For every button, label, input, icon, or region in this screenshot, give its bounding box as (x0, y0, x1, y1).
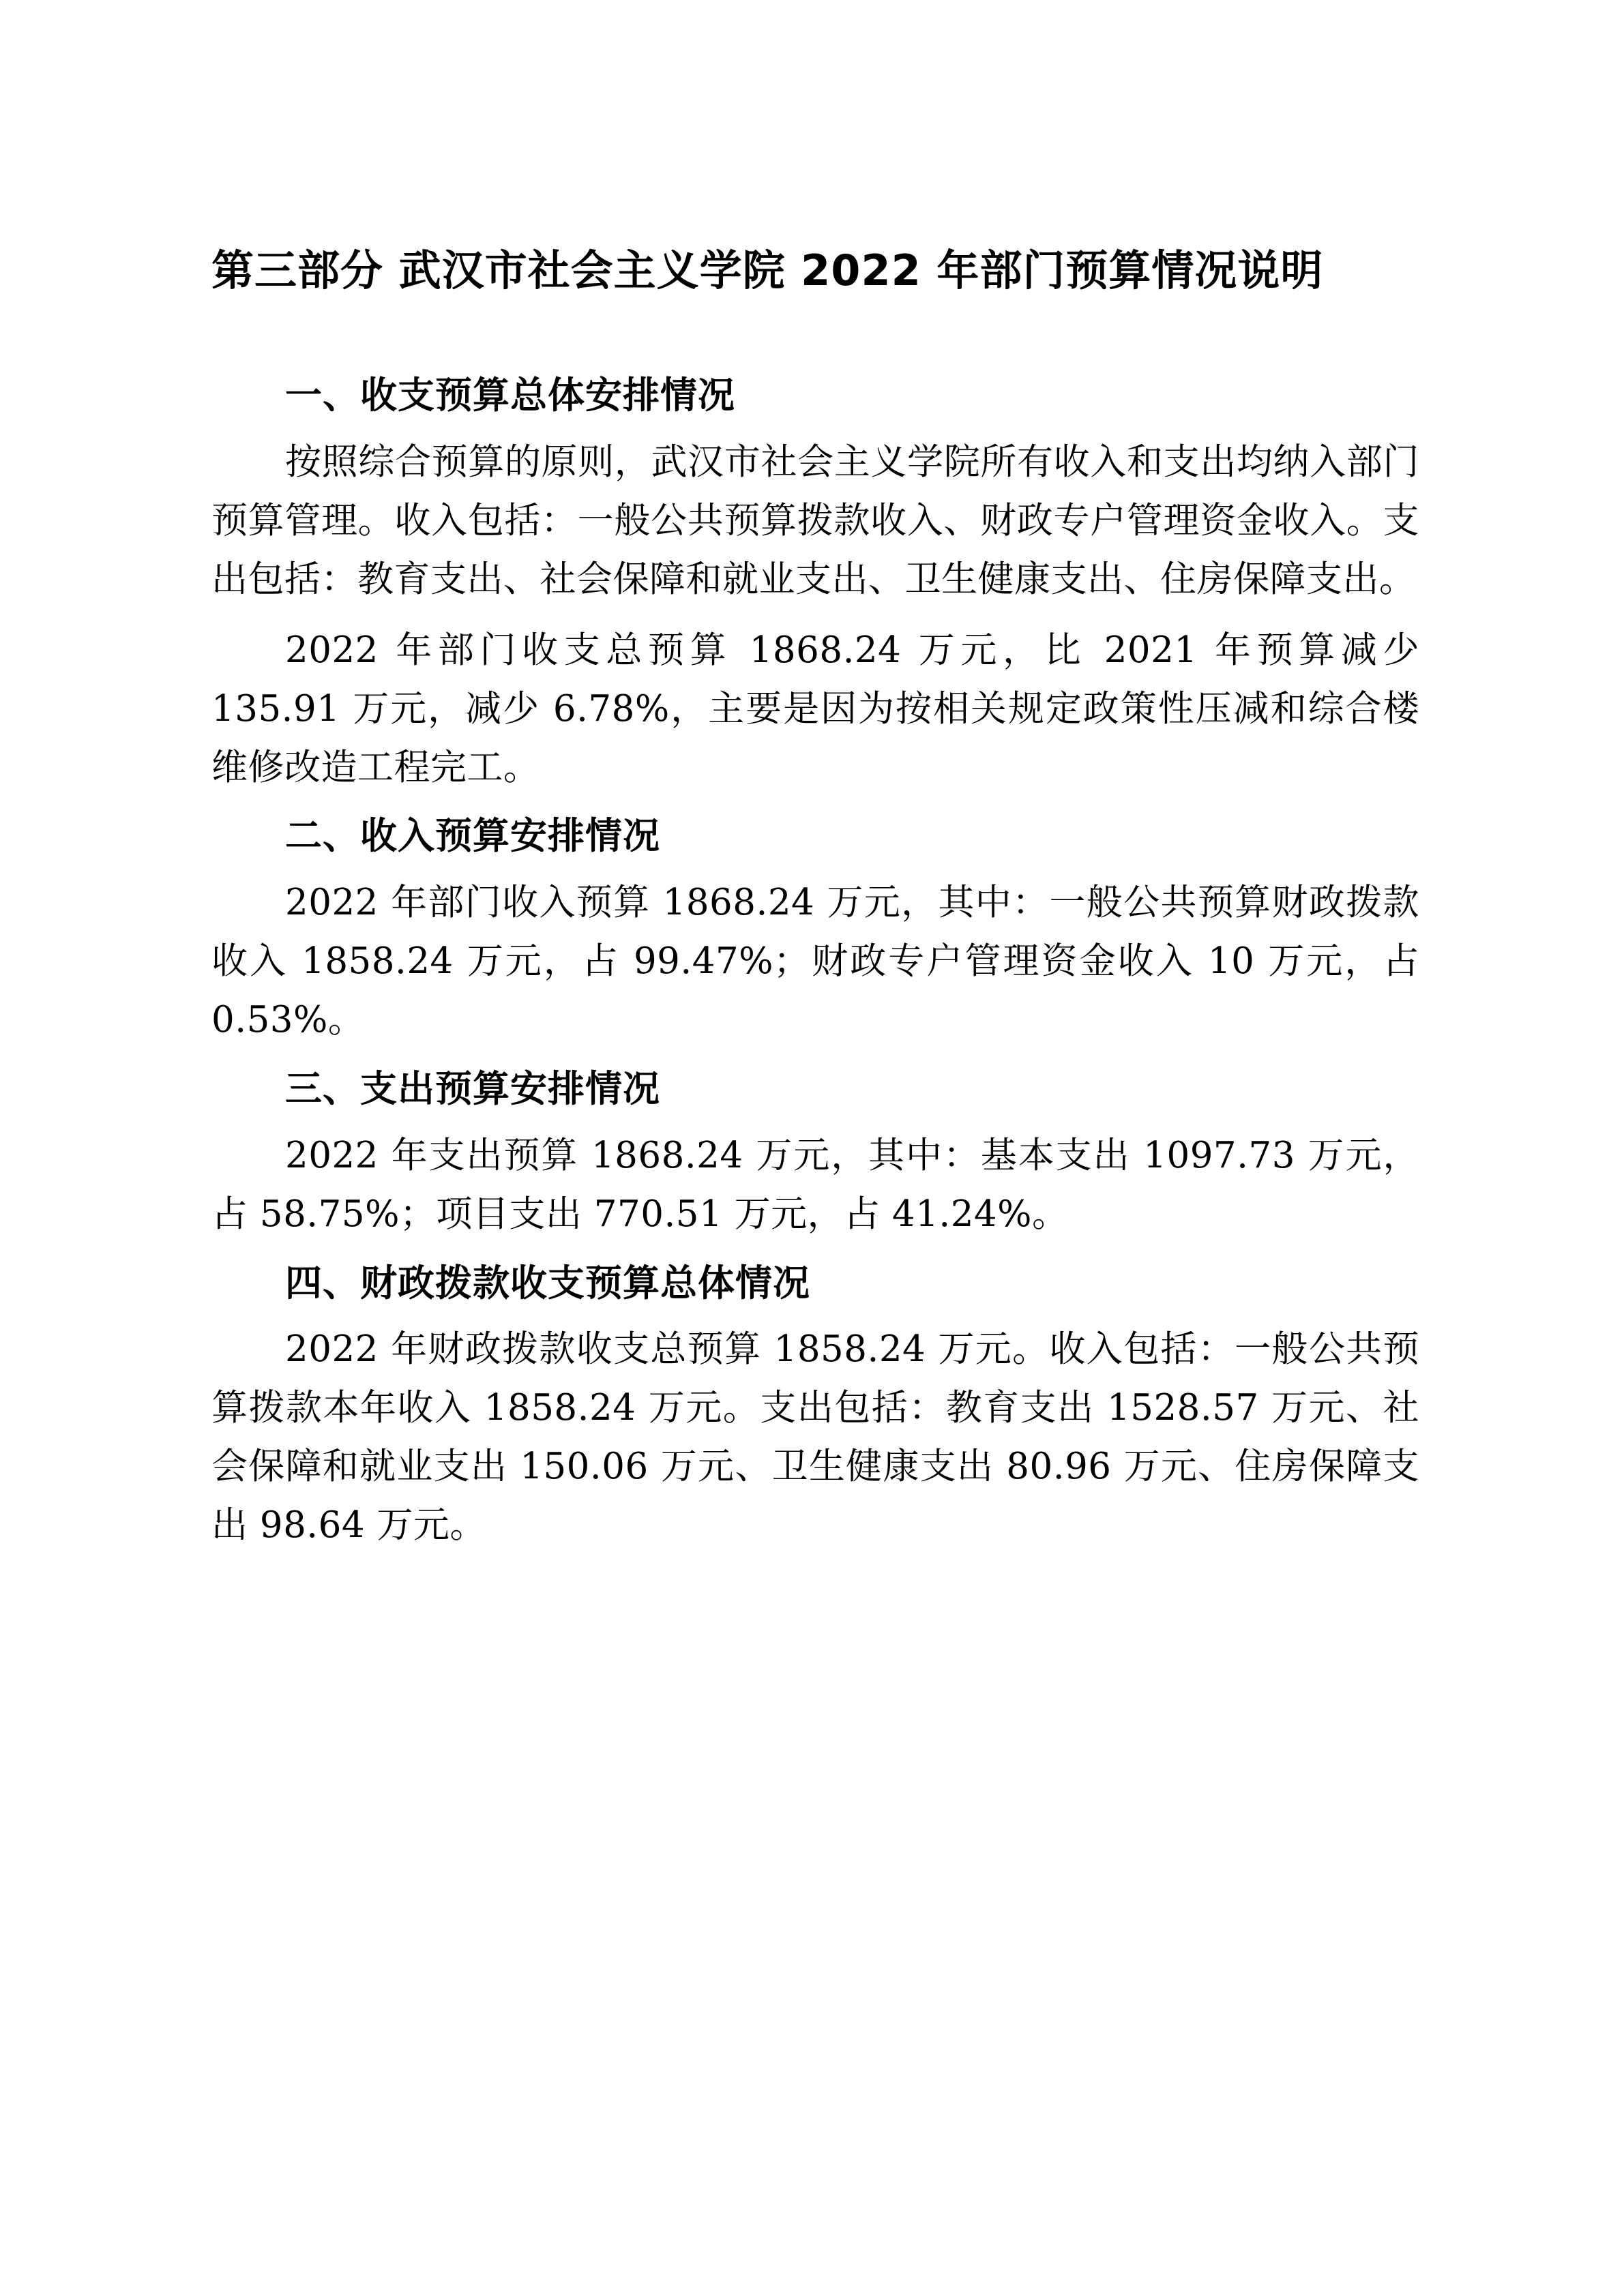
section-3-heading: 三、支出预算安排情况 (285, 1067, 660, 1110)
section-4-paragraph-1: 2022 年财政拨款收支总预算 1858.24 万元。收入包括：一般公共预算拨款本年收入 1858.24 万元。支出包括：教育支出 1528.57 万元、社会保障和就业支出 150.06 万元、卫生健康支出 80.96 万元、住房保障支出 98.64 万元。 (211, 1328, 1419, 1546)
section-3 (211, 1064, 1419, 1244)
section-1-paragraph-1: 按照综合预算的原则，武汉市社会主义学院所有收入和支出均纳入部门预算管理。收入包括：一般公共预算拨款收入、财政专户管理资金收入。支出包括：教育支出、社会保障和就业支出、卫生健康支出、住房保障支出。 (211, 441, 1419, 600)
section-4 (211, 1259, 1419, 1555)
section-4-heading: 四、财政拨款收支预算总体情况 (285, 1261, 810, 1304)
page-title: 第三部分 武汉市社会主义学院 2022 年部门预算情况说明 (211, 245, 1324, 295)
section-1-paragraph-2: 2022 年部门收支总预算 1868.24 万元，比 2021 年预算减少 135.91 万元，减少 6.78%，主要是因为按相关规定政策性压减和综合楼维修改造工程完工。 (211, 629, 1419, 788)
section-1-heading: 一、收支预算总体安排情况 (285, 374, 735, 417)
section-3-paragraph-1: 2022 年支出预算 1868.24 万元，其中：基本支出 1097.73 万元，占 58.75%；项目支出 770.51 万元，占 41.24%。 (211, 1134, 1419, 1235)
section-1 (211, 371, 1419, 796)
section-2-heading: 二、收入预算安排情况 (285, 814, 660, 858)
section-2-paragraph-1: 2022 年部门收入预算 1868.24 万元，其中：一般公共预算财政拨款收入 1858.24 万元，占 99.47%；财政专户管理资金收入 10 万元，占 0.53%。 (211, 882, 1419, 1041)
section-2 (211, 811, 1419, 1049)
